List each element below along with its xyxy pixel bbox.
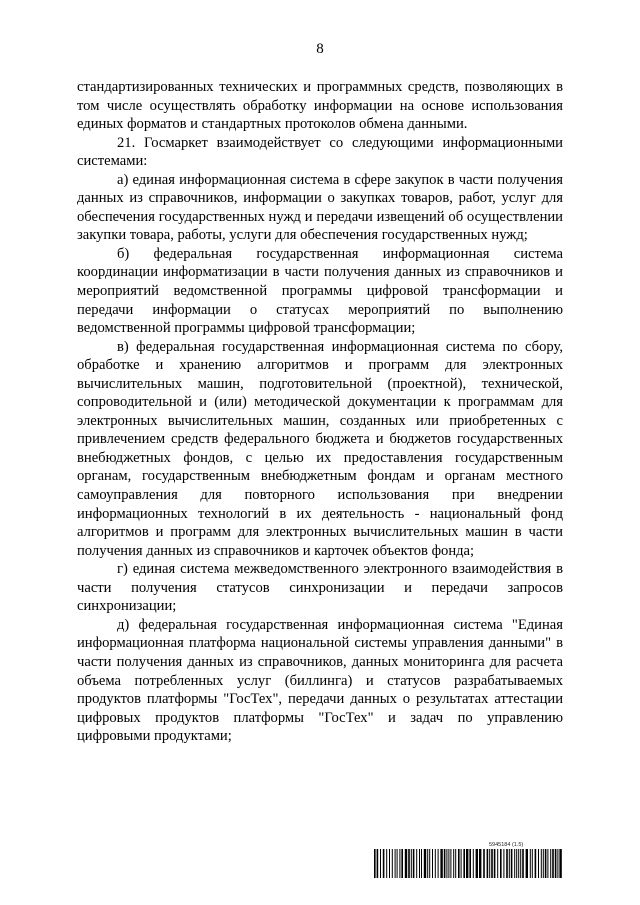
barcode-bar — [380, 849, 381, 878]
barcode — [374, 849, 564, 878]
barcode-bar — [448, 849, 449, 878]
barcode-bar — [419, 849, 420, 878]
barcode-bar — [421, 849, 422, 878]
barcode-bar — [532, 849, 533, 878]
barcode-bar — [450, 849, 451, 878]
paragraph-continuation: стандартизированных технических и программных средств, позволяющих в том числе осуществлять обработку информации на основе использования единых форматов и стандартных протоколов обмена данными. — [77, 79, 563, 133]
barcode-bar — [483, 849, 485, 878]
barcode-bar — [526, 849, 528, 878]
barcode-bar — [435, 849, 436, 878]
barcode-bar — [522, 849, 524, 878]
barcode-bar — [389, 849, 390, 878]
barcode-bar — [491, 849, 493, 878]
barcode-bar — [476, 849, 478, 878]
paragraph-subitem-a: а) единая информационная система в сфере закупок в части получения данных из справочников, информации о закупках товаров, работ, услуг для обеспечения государственных нужд и передачи извещений об осуществлении закупки товара, работы, услуги для обеспечения государственных нужд; — [77, 171, 563, 244]
paragraph-item-21: 21. Госмаркет взаимодействует со следующими информационными системами: — [77, 134, 563, 170]
document-body — [77, 78, 563, 746]
barcode-bar — [555, 849, 557, 878]
barcode-bar — [535, 849, 537, 878]
barcode-bar — [377, 849, 379, 878]
barcode-bar — [494, 849, 496, 878]
barcode-bar — [487, 849, 489, 878]
barcode-bar — [392, 849, 393, 878]
barcode-bar — [424, 849, 426, 878]
barcode-bar — [479, 849, 481, 878]
barcode-bar — [530, 849, 531, 878]
paragraph-subitem-v: в) федеральная государственная информационная система по сбору, обработке и хранению алгоритмов и программ для электронных вычислительных машин, подготовительной (проектной), технической, сопроводительной и (или) методической документации к программам для электронных вычислительных машин, созданных или приобретенных с привлечением средств федерального бюджета и бюджетов государственных внебюджетных фондов, с целью их предоставления государственным органам, государственным внебюджетным фондам и органам местного самоуправления для повторного использования при внедрении информационных технологий в их деятельность - национальный фонд алгоритмов и программ для электронных вычислительных машин в части получения данных из справочников и карточек объектов фонда; — [77, 338, 563, 559]
barcode-bar — [438, 849, 439, 878]
barcode-bar — [511, 849, 513, 878]
barcode-bar — [446, 849, 447, 878]
barcode-bar — [397, 849, 398, 878]
barcode-bar — [489, 849, 490, 878]
barcode-bar — [463, 849, 465, 878]
barcode-bar — [432, 849, 433, 878]
barcode-bar — [374, 849, 376, 878]
barcode-bar — [547, 849, 548, 878]
barcode-bar — [444, 849, 446, 878]
barcode-bar — [413, 849, 415, 878]
barcode-bar — [516, 849, 517, 878]
barcode-bar — [559, 849, 561, 878]
barcode-bar — [500, 849, 502, 878]
barcode-bar — [545, 849, 547, 878]
barcode-bar — [506, 849, 508, 878]
paragraph-subitem-b: б) федеральная государственная информационная система координации информатизации в части получения данных из справочников и мероприятий ведомственной программы цифровой трансформации и передачи информации о статусах мероприятий по выполнению ведомственной программы цифровой трансформации; — [77, 245, 563, 337]
barcode-bar — [408, 849, 410, 878]
barcode-bar — [453, 849, 454, 878]
barcode-bar — [427, 849, 428, 878]
barcode-bar — [461, 849, 462, 878]
barcode-bar — [497, 849, 498, 878]
barcode-bar — [520, 849, 521, 878]
page-number: 8 — [316, 41, 324, 57]
barcode-bar — [383, 849, 385, 878]
barcode-bar — [543, 849, 544, 878]
barcode-bar — [552, 849, 554, 878]
barcode-bar — [399, 849, 400, 878]
barcode-bar — [541, 849, 542, 878]
barcode-bar — [466, 849, 468, 878]
barcode-bar — [440, 849, 442, 878]
barcode-bar — [469, 849, 471, 878]
barcode-bar — [550, 849, 551, 878]
barcode-bar — [557, 849, 558, 878]
paragraph-subitem-d: д) федеральная государственная информационная система "Единая информационная платформа национальной системы управления данными" в части получения данных из справочников, данных мониторинга для расчета объема потребленных услуг (биллинга) и статусов разрабатываемых продуктов платформы "ГосТех", передачи данных о результатах аттестации цифровых продуктов платформы "ГосТех" и задач по управлению цифровыми продуктами; — [77, 616, 563, 745]
paragraph-subitem-g: г) единая система межведомственного электронного взаимодействия в части получения статусов синхронизации и передачи запросов синхронизации; — [77, 561, 563, 615]
barcode-bar — [401, 849, 403, 878]
document-code: 5945184 (1.5) — [489, 842, 524, 848]
barcode-bar — [458, 849, 460, 878]
barcode-bar — [411, 849, 412, 878]
barcode-bar — [514, 849, 515, 878]
barcode-bar — [509, 849, 510, 878]
barcode-bar — [395, 849, 396, 878]
barcode-bar — [386, 849, 387, 878]
barcode-bar — [455, 849, 456, 878]
barcode-bar — [416, 849, 417, 878]
barcode-bar — [538, 849, 539, 878]
barcode-bar — [429, 849, 430, 878]
barcode-bar — [503, 849, 504, 878]
barcode-bar — [405, 849, 407, 878]
barcode-bar — [518, 849, 519, 878]
barcode-bar — [473, 849, 474, 878]
